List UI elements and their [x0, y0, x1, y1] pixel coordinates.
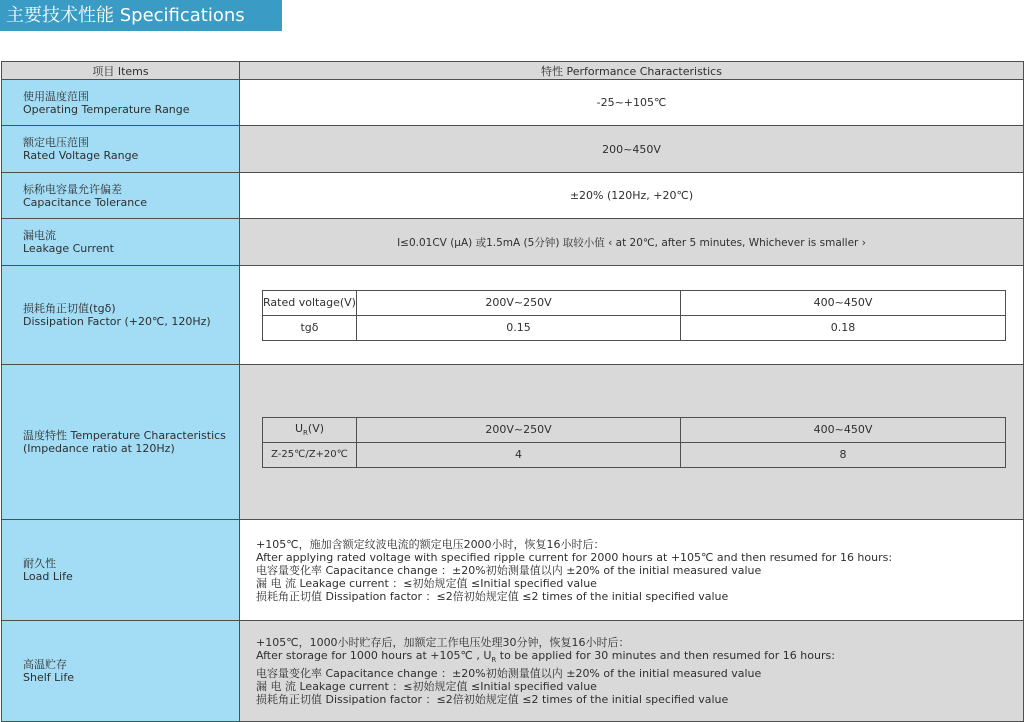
item-value: 200~450V	[240, 126, 1024, 173]
item-label	[2, 520, 240, 621]
item-label-en: Operating Temperature Range	[23, 102, 190, 116]
dissipation-subtable	[262, 290, 1006, 341]
subtable-cell: 400~450V	[681, 417, 1006, 442]
table-row	[2, 365, 1024, 520]
table-row	[2, 173, 1024, 219]
section-title: 主要技术性能 Specifications	[0, 0, 282, 31]
item-label	[2, 80, 240, 126]
item-label-en: (Impedance ratio at 120Hz)	[23, 442, 175, 455]
item-label	[2, 266, 240, 365]
subtable-cell: 200V~250V	[357, 417, 681, 442]
item-label	[2, 365, 240, 520]
item-label-cn: 高温贮存	[23, 658, 67, 671]
item-label-cn: 漏电流	[23, 229, 56, 242]
subtable-row	[263, 315, 1006, 340]
subtable-cell: 8	[681, 442, 1006, 467]
subtable-cell: 0.18	[681, 315, 1006, 340]
item-value: ±20% (120Hz, +20℃)	[240, 173, 1024, 219]
item-label-en: Shelf Life	[23, 671, 74, 684]
table-row	[2, 520, 1024, 621]
item-label-cn: 额定电压范围	[23, 136, 89, 149]
item-label-en: Rated Voltage Range	[23, 149, 139, 162]
subtable-cell: Z-25℃/Z+20℃	[263, 442, 357, 467]
item-label-cn: 损耗角正切值(tgδ)	[23, 302, 116, 315]
load-life-line: 电容量变化率 Capacitance change ：±20%初始测量值以内 ±20% of the initial measured value	[256, 563, 762, 577]
shelf-life-line: 漏 电 流 Leakage current ：≤初始规定值 ≤Initial specified value	[256, 680, 597, 694]
specifications-table	[1, 61, 1024, 722]
load-life-line: 损耗角正切值 Dissipation factor ：≤2倍初始规定值 ≤2 times of the initial specified value	[256, 589, 729, 603]
item-label	[2, 173, 240, 219]
characteristics-header: 特性 Performance Characteristics	[240, 62, 1024, 80]
subtable-cell: $U_R(V)$	[263, 417, 357, 442]
item-label	[2, 219, 240, 266]
item-label-en: Capacitance Tolerance	[23, 195, 148, 209]
item-value: I≤0.01CV (μA) 或1.5mA (5分钟) 取较小值 ‹ at 20℃, after 5 minutes, Whichever is smaller ›	[240, 219, 1024, 266]
shelf-life-line: 损耗角正切值 Dissipation factor ：≤2倍初始规定值 ≤2 times of the initial specified value	[256, 693, 729, 707]
item-value	[240, 365, 1024, 520]
item-label-en: Leakage Current	[23, 242, 114, 255]
item-label	[2, 621, 240, 722]
item-label	[2, 126, 240, 173]
table-row	[2, 126, 1024, 173]
item-label-cn: 耐久性	[23, 557, 56, 570]
load-life-line: 漏 电 流 Leakage current ：≤初始规定值 ≤Initial specified value	[256, 576, 597, 590]
subtable-row	[263, 417, 1006, 442]
item-value	[240, 266, 1024, 365]
shelf-life-line: 电容量变化率 Capacitance change ：±20%初始测量值以内 ±20% of the initial measured value	[256, 667, 762, 681]
item-value: -25~+105℃	[240, 80, 1024, 126]
subtable-cell: 200V~250V	[357, 290, 681, 315]
subtable-cell: 4	[357, 442, 681, 467]
table-row	[2, 219, 1024, 266]
subtable-cell: 400~450V	[681, 290, 1006, 315]
item-value	[240, 520, 1024, 621]
subtable-cell: 0.15	[357, 315, 681, 340]
item-label-cn: 温度特性 Temperature Characteristics	[23, 429, 226, 442]
item-label-en: Dissipation Factor (+20℃, 120Hz)	[23, 315, 211, 328]
subtable-row	[263, 290, 1006, 315]
items-header: 项目 Items	[2, 62, 240, 80]
item-label-cn: 使用温度范围	[23, 89, 89, 103]
table-header-row	[2, 62, 1024, 80]
subtable-cell: tgδ	[263, 315, 357, 340]
table-row	[2, 621, 1024, 722]
shelf-life-line: +105℃，1000小时贮存后，加额定工作电压处理30分钟，恢复16小时后：	[256, 635, 630, 649]
temperature-subtable	[262, 417, 1006, 468]
item-label-cn: 标称电容量允许偏差	[23, 182, 122, 196]
item-label-en: Load Life	[23, 570, 73, 583]
subtable-cell: Rated voltage(V)	[263, 290, 357, 315]
load-life-line: After applying rated voltage with specified ripple current for 2000 hours at +105℃ and then resumed for 16 hours:	[256, 550, 893, 564]
table-row	[2, 266, 1024, 365]
subtable-row	[263, 442, 1006, 467]
table-row	[2, 80, 1024, 126]
load-life-line: +105℃，施加含额定纹波电流的额定电压2000小时，恢复16小时后：	[256, 537, 605, 551]
shelf-life-line: After storage for 1000 hours at +105℃ , $U_R$ to be applied for 30 minutes and then resumed for 16 hours:	[256, 648, 835, 665]
item-value	[240, 621, 1024, 722]
